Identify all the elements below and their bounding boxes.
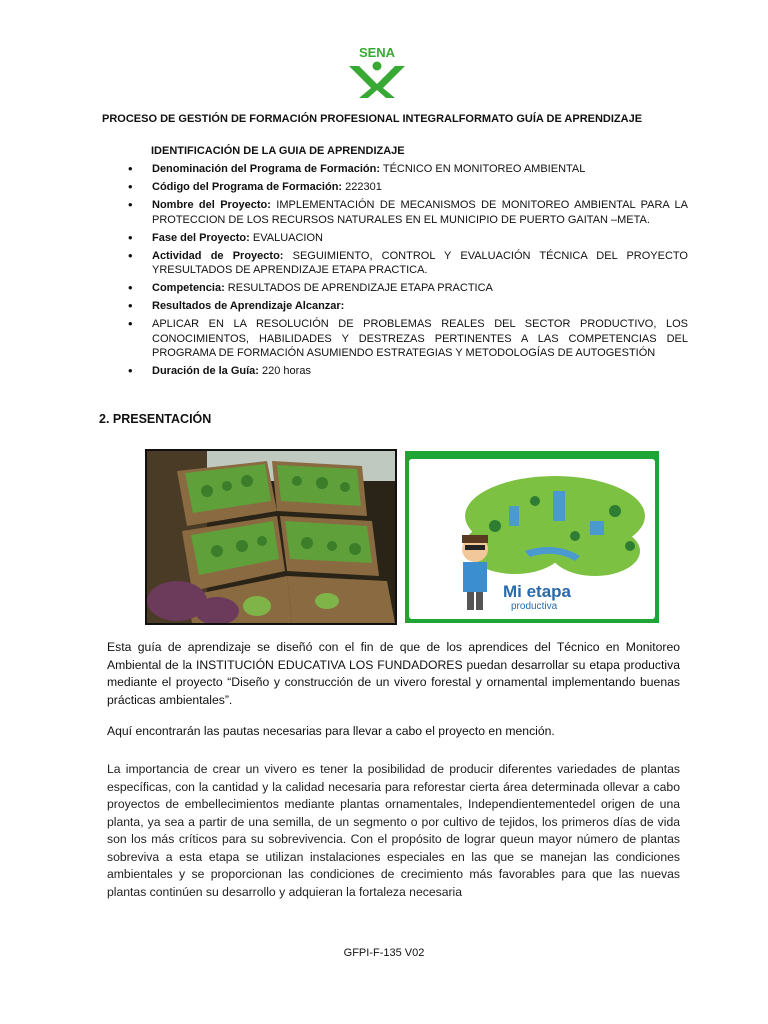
footer-code: GFPI-F-135 V02 xyxy=(343,947,425,959)
list-item: • Resultados de Aprendizaje Alcanzar: xyxy=(128,299,688,314)
identification-list xyxy=(128,162,688,382)
graphic-caption-line1: Mi etapa xyxy=(503,582,572,601)
presentation-paragraph-3: La importancia de crear un vivero es tener la posibilidad de producir diferentes variedades de plantas específicas, con la cantidad y la calidad necesaria para reforestar cierta área determinada ollevar a cabo proyectos de embellecimientos mediante plantas ornamentales, Independientementedel origen de una planta, ya sea a partir de una semilla, de un segmento o por cultivo de tejidos, los primeros días de vida son los más críticos para su sobrevivencia. Con el propósito de lograr queun mayor número de plantas sobreviva a esta etapa se utilizan instalaciones especiales en las que se manejan las condiciones ambientales y se proporcionan las condiciones de crecimiento más favorables para que las nuevas plantas continúen su desarrollo y adquieran la fortaleza necesaria xyxy=(107,762,680,899)
section-title: 2. PRESENTACIÓN xyxy=(99,412,212,426)
nursery-photo xyxy=(145,449,397,625)
productive-stage-graphic xyxy=(405,451,659,623)
sena-logo xyxy=(345,44,409,98)
list-item: • APLICAR EN LA RESOLUCIÓN DE PROBLEMAS REALES DEL SECTOR PRODUCTIVO, LOS CONOCIMIENTOS, HABILIDADES Y DESTREZAS PERTINENTES A LAS COMPETENCIAS DEL PROGRAMA DE FORMACIÓN ASUMIENDO ESTRATEGIAS Y METODOLOGÍAS DE AUTOGESTIÓN xyxy=(128,317,688,361)
list-item: • Código del Programa de Formación: 222301 xyxy=(128,180,688,195)
list-item: • Fase del Proyecto: EVALUACION xyxy=(128,231,688,246)
identification-heading: IDENTIFICACIÓN DE LA GUIA DE APRENDIZAJE xyxy=(151,145,405,157)
sena-logo-text: SENA xyxy=(358,45,396,60)
list-item: • Nombre del Proyecto: IMPLEMENTACIÓN DE MECANISMOS DE MONITOREO AMBIENTAL PARA LA PROTECCION DE LOS RECURSOS NATURALES EN EL MUNICIPIO DE PUERTO GAITAN –META. xyxy=(128,198,688,227)
list-item: • Competencia: RESULTADOS DE APRENDIZAJE ETAPA PRACTICA xyxy=(128,281,688,296)
graphic-caption-line2: productiva xyxy=(511,601,558,612)
presentation-paragraph-2: Aquí encontrarán las pautas necesarias para llevar a cabo el proyecto en mención. xyxy=(107,724,555,738)
document-title: PROCESO DE GESTIÓN DE FORMACIÓN PROFESIONAL INTEGRALFORMATO GUÍA DE APRENDIZAJE xyxy=(102,113,643,125)
list-item: • Duración de la Guía: 220 horas xyxy=(128,364,688,379)
presentation-paragraph-1: Esta guía de aprendizaje se diseñó con el fin de que de los aprendices del Técnico en Monitoreo Ambiental de la INSTITUCIÓN EDUCATIVA LOS FUNDADORES puedan desarrollar su etapa productiva mediante el proyecto “Diseño y construcción de un vivero forestal y ornamental implementando buenas prácticas ambientales”. xyxy=(107,640,680,707)
list-item: • Denominación del Programa de Formación: TÉCNICO EN MONITOREO AMBIENTAL xyxy=(128,162,688,177)
list-item: • Actividad de Proyecto: SEGUIMIENTO, CONTROL Y EVALUACIÓN TÉCNICA DEL PROYECTO YRESULTADOS DE APRENDIZAJE ETAPA PRACTICA. xyxy=(128,249,688,278)
